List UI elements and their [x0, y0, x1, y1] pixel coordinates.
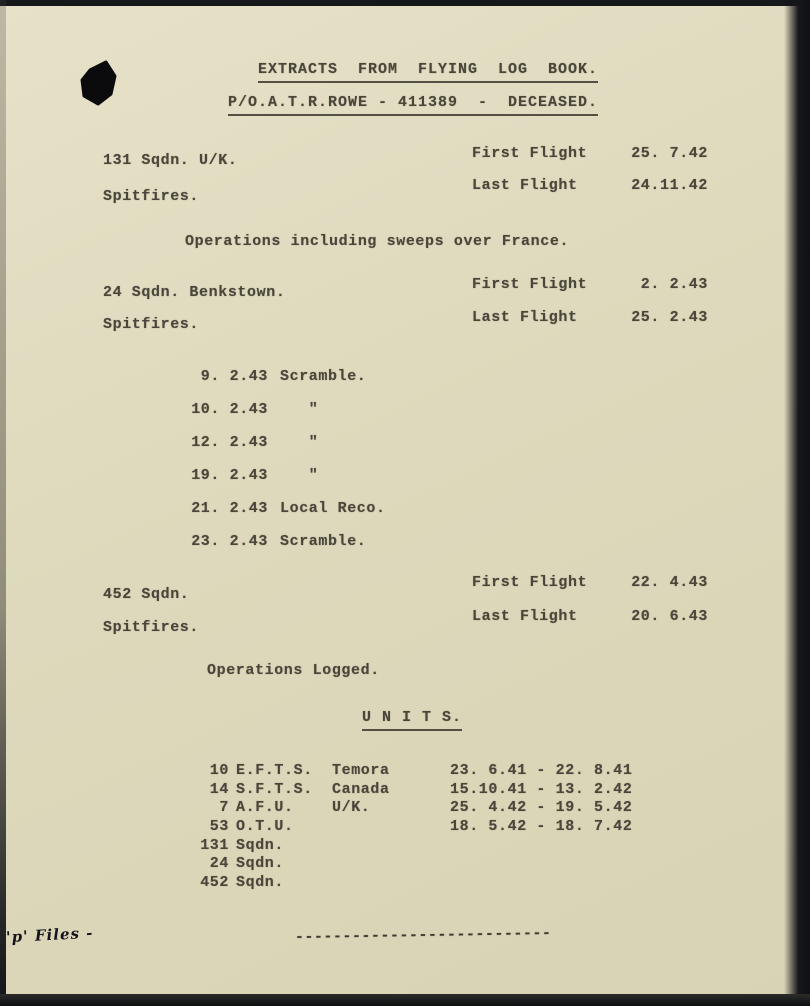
scan-edge-bottom [0, 994, 810, 1006]
scan-edge-left [0, 0, 6, 1006]
unit-name: A.F.U. [236, 799, 294, 816]
squadron-1-last-flight-date: 24.11.42 [631, 177, 708, 194]
squadron-1-aircraft: Spitfires. [103, 188, 200, 205]
squadron-3-aircraft: Spitfires. [103, 619, 200, 636]
operation-date: 19. 2.43 [191, 467, 268, 484]
unit-number: 452 [200, 874, 229, 891]
operation-type: " [280, 434, 319, 451]
operation-date: 10. 2.43 [191, 401, 268, 418]
unit-name: Sqdn. [236, 837, 285, 854]
operation-type: Local Reco. [280, 500, 386, 517]
operation-type: " [280, 467, 319, 484]
operation-date: 9. 2.43 [191, 368, 268, 385]
unit-name: S.F.T.S. [236, 781, 313, 798]
unit-number: 24 [209, 855, 229, 872]
note-sweeps: Operations including sweeps over France. [185, 233, 570, 250]
squadron-3-first-flight-label: First Flight [472, 574, 588, 591]
unit-name: O.T.U. [236, 818, 294, 835]
squadron-2-aircraft: Spitfires. [103, 316, 200, 333]
unit-location: Temora [332, 762, 390, 779]
scan-edge-right [784, 0, 810, 1006]
squadron-3-unit: 452 Sqdn. [103, 586, 190, 603]
unit-name: Sqdn. [236, 874, 285, 891]
unit-number: 10 [209, 762, 229, 779]
squadron-1-last-flight-label: Last Flight [472, 177, 578, 194]
operation-date: 12. 2.43 [191, 434, 268, 451]
squadron-1-first-flight-label: First Flight [472, 145, 588, 162]
squadron-1-unit: 131 Sqdn. U/K. [103, 152, 238, 169]
ink-blot [74, 58, 118, 110]
scan-edge-top [0, 0, 810, 6]
document-subtitle: P/O.A.T.R.ROWE - 411389 - DECEASED. [228, 95, 598, 116]
squadron-3-first-flight-date: 22. 4.43 [631, 574, 708, 591]
squadron-3-last-flight-date: 20. 6.43 [631, 608, 708, 625]
squadron-2-last-flight-date: 25. 2.43 [631, 309, 708, 326]
operation-type: " [280, 401, 319, 418]
unit-location: Canada [332, 781, 390, 798]
unit-dates: 15.10.41 - 13. 2.42 [450, 781, 633, 798]
operation-date: 21. 2.43 [191, 500, 268, 517]
unit-number: 131 [200, 837, 229, 854]
unit-name: Sqdn. [236, 855, 285, 872]
document-title: EXTRACTS FROM FLYING LOG BOOK. [258, 62, 598, 83]
squadron-2-first-flight-label: First Flight [472, 276, 588, 293]
squadron-3-last-flight-label: Last Flight [472, 608, 578, 625]
unit-number: 14 [209, 781, 229, 798]
unit-number: 7 [219, 799, 229, 816]
squadron-2-unit: 24 Sqdn. Benkstown. [103, 284, 286, 301]
squadron-1-first-flight-date: 25. 7.42 [631, 145, 708, 162]
dashed-rule: --------------------------- [294, 924, 552, 946]
units-heading: U N I T S. [362, 710, 462, 731]
operation-type: Scramble. [280, 533, 367, 550]
unit-dates: 25. 4.42 - 19. 5.42 [450, 799, 633, 816]
unit-dates: 23. 6.41 - 22. 8.41 [450, 762, 633, 779]
note-operations-logged: Operations Logged. [207, 662, 380, 679]
unit-location: U/K. [332, 799, 371, 816]
operation-date: 23. 2.43 [191, 533, 268, 550]
squadron-2-last-flight-label: Last Flight [472, 309, 578, 326]
handwritten-note: 'p' Files - [5, 923, 94, 947]
squadron-2-first-flight-date: 2. 2.43 [631, 276, 708, 293]
unit-dates: 18. 5.42 - 18. 7.42 [450, 818, 633, 835]
operation-type: Scramble. [280, 368, 367, 385]
unit-number: 53 [209, 818, 229, 835]
unit-name: E.F.T.S. [236, 762, 313, 779]
